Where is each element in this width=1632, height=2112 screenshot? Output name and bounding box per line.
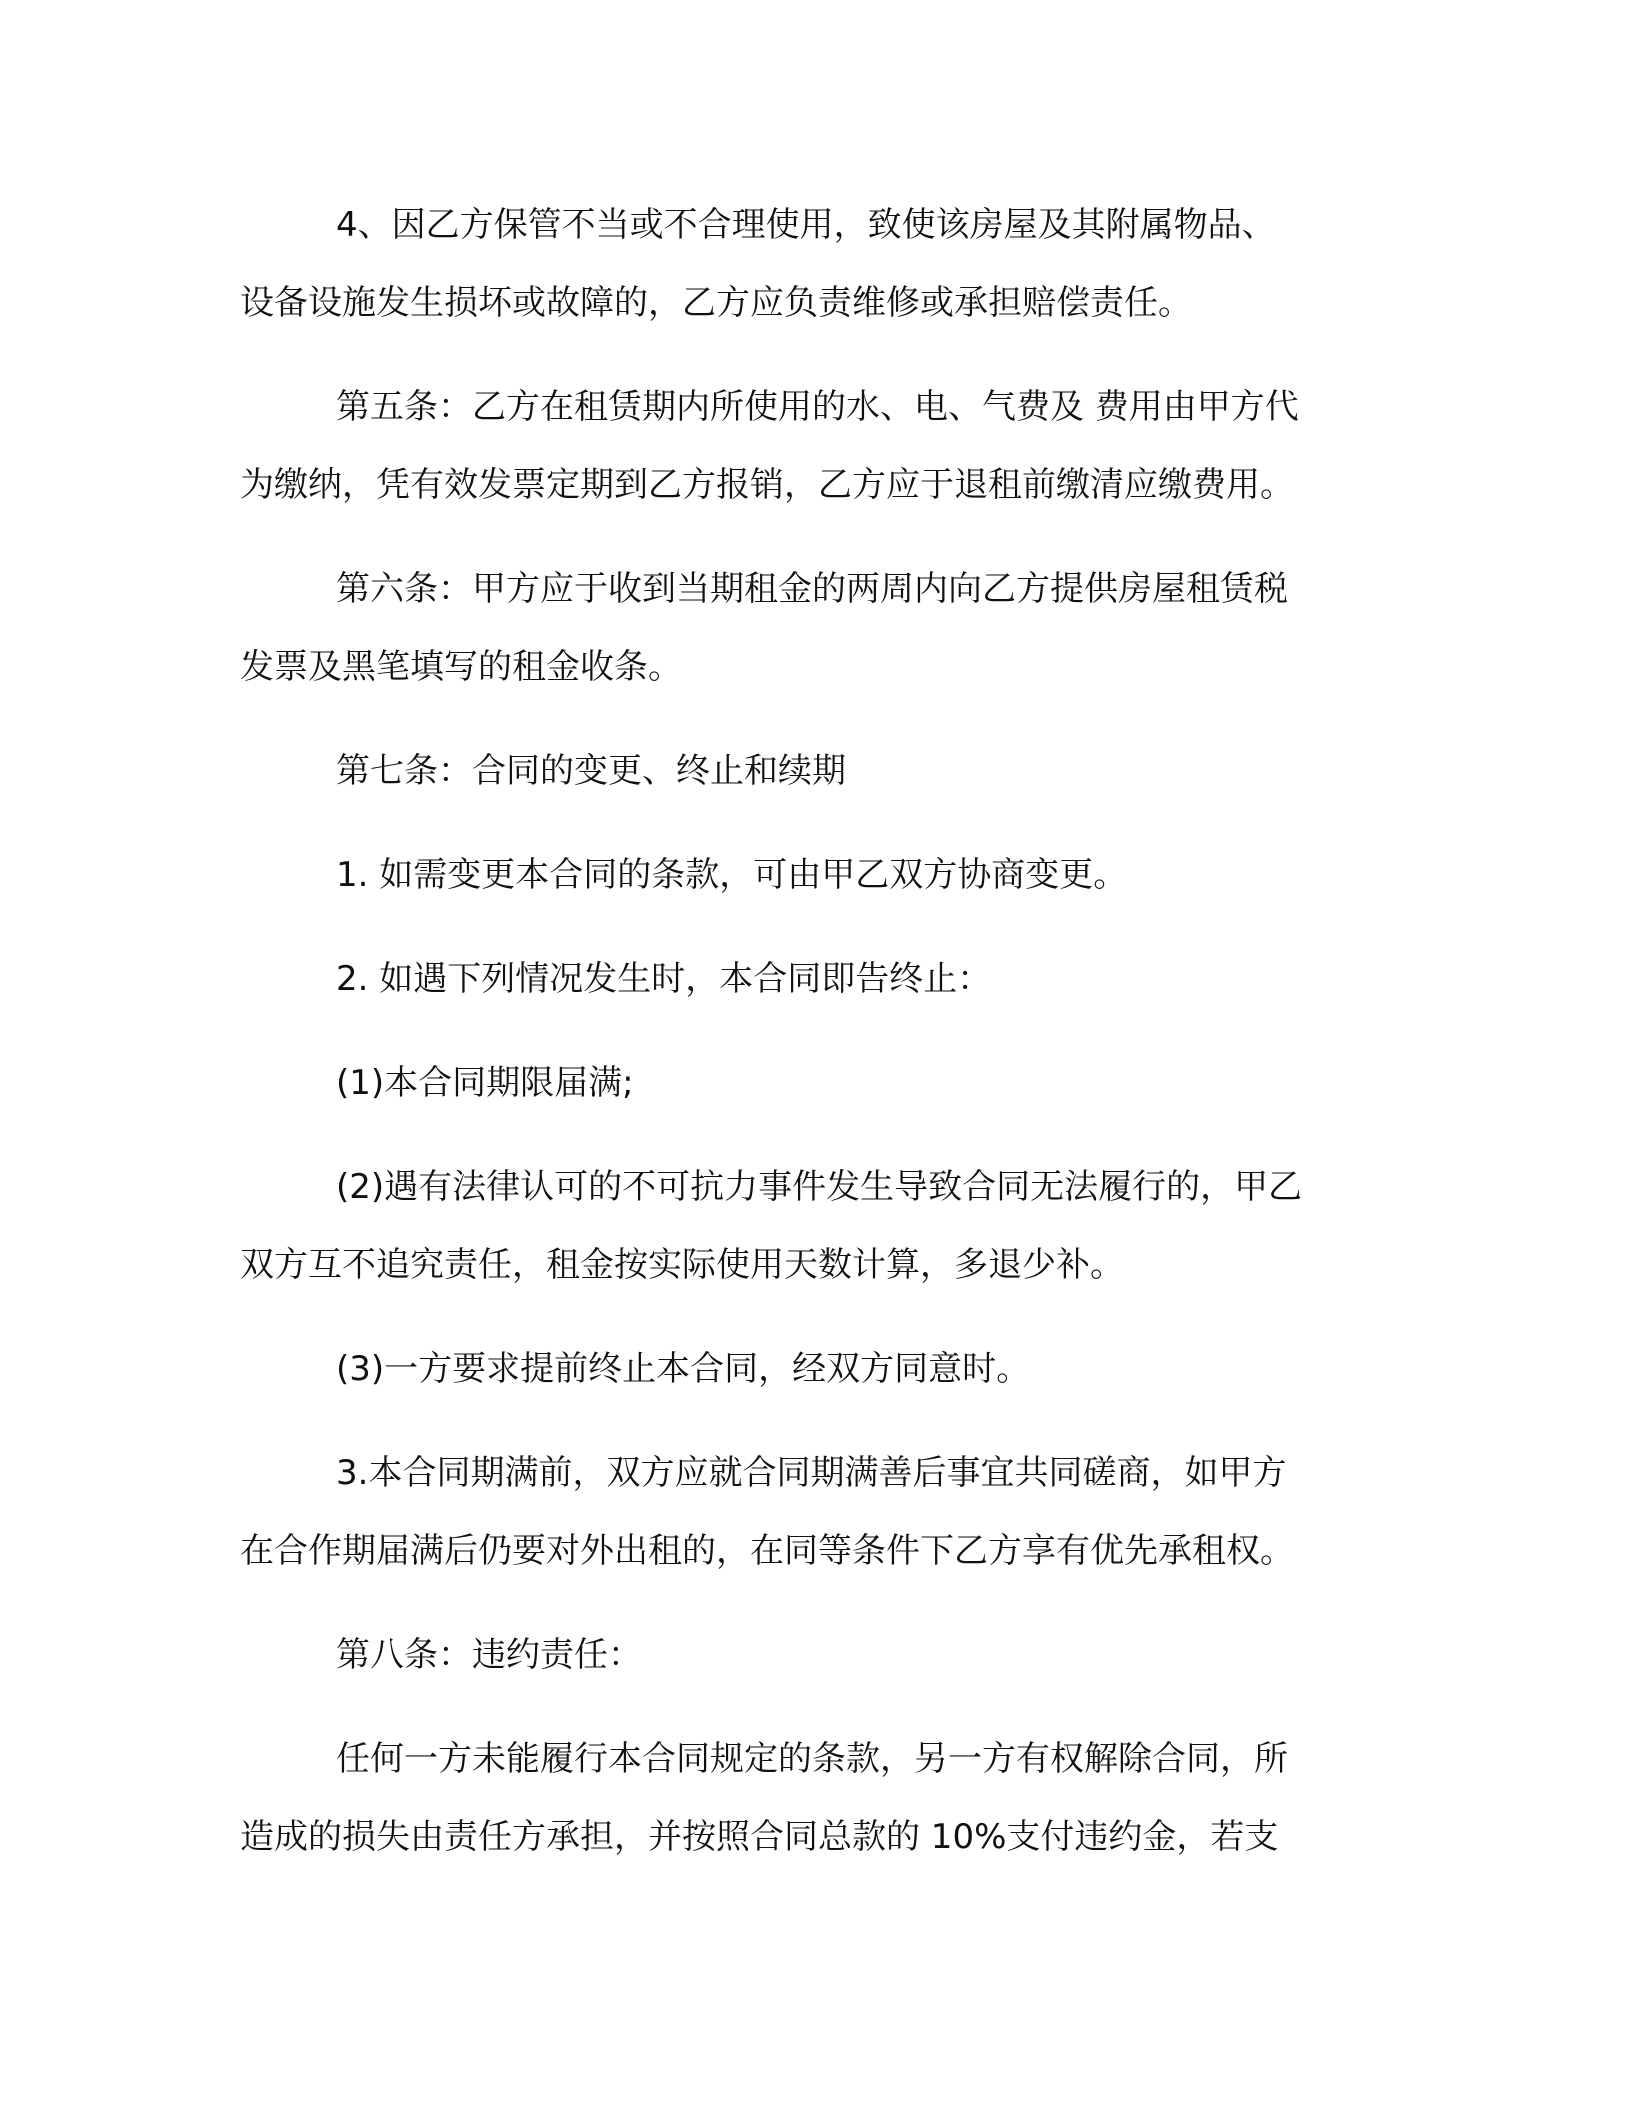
paragraph-line: 发票及黑笔填写的租金收条。 xyxy=(240,647,682,687)
paragraph-line: 任何一方未能履行本合同规定的条款，另一方有权解除合同，所 xyxy=(336,1739,1288,1779)
paragraph-line: 为缴纳，凭有效发票定期到乙方报销，乙方应于退租前缴清应缴费用。 xyxy=(240,465,1294,505)
paragraph-line: 4、因乙方保管不当或不合理使用，致使该房屋及其附属物品、 xyxy=(336,205,1276,245)
paragraph-line: 第六条：甲方应于收到当期租金的两周内向乙方提供房屋租赁税 xyxy=(336,569,1288,609)
list-item: 1. 如需变更本合同的条款，可由甲乙双方协商变更。 xyxy=(336,855,1128,895)
paragraph-line: 在合作期届满后仍要对外出租的，在同等条件下乙方享有优先承租权。 xyxy=(240,1531,1294,1571)
document-body xyxy=(240,186,1398,1876)
section-heading: 第七条：合同的变更、终止和续期 xyxy=(336,751,846,791)
paragraph-line: 双方互不追究责任，租金按实际使用天数计算，多退少补。 xyxy=(240,1245,1124,1285)
paragraph-line: (2)遇有法律认可的不可抗力事件发生导致合同无法履行的，甲乙 xyxy=(336,1167,1303,1207)
list-item: (3)一方要求提前终止本合同，经双方同意时。 xyxy=(336,1349,1031,1389)
paragraph-line: 第五条：乙方在租赁期内所使用的水、电、气费及 费用由甲方代 xyxy=(336,387,1299,427)
paragraph-line: 3.本合同期满前，双方应就合同期满善后事宜共同磋商，如甲方 xyxy=(336,1453,1287,1493)
list-item: (1)本合同期限届满; xyxy=(336,1063,634,1103)
paragraph-line: 设备设施发生损坏或故障的，乙方应负责维修或承担赔偿责任。 xyxy=(240,283,1192,323)
list-item: 2. 如遇下列情况发生时，本合同即告终止： xyxy=(336,959,992,999)
paragraph-line: 造成的损失由责任方承担，并按照合同总款的 10%支付违约金，若支 xyxy=(240,1817,1279,1857)
section-heading: 第八条：违约责任： xyxy=(336,1635,642,1675)
